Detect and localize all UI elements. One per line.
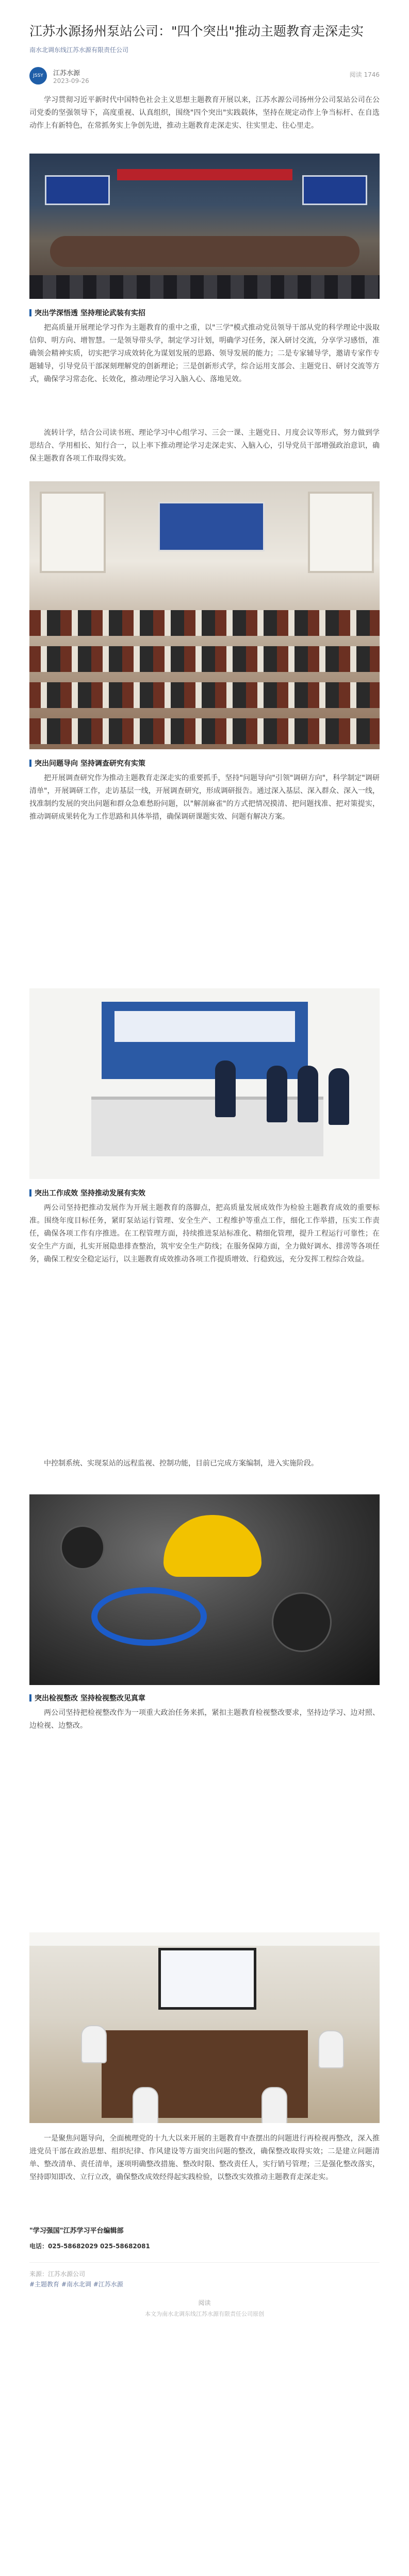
footer-phone: 电话：025-58682029 025-58682081 — [29, 2243, 150, 2250]
publish-date: 2023-09-26 — [53, 77, 89, 85]
heading-bar-icon — [29, 309, 31, 316]
section-heading-3: 突出工作成效 坚持推动发展有实效 — [29, 1187, 380, 1200]
divider — [29, 2262, 380, 2263]
photo-meeting-room — [29, 154, 380, 299]
read-label: 阅读 — [198, 2299, 211, 2306]
article-tagline[interactable]: 南水北调东线江苏水源有限责任公司 — [29, 46, 129, 54]
photo-banner-meeting — [29, 988, 380, 1179]
section-heading-4: 突出检视整改 坚持检视整改见真章 — [29, 1692, 380, 1705]
section-heading-1: 突出学深悟透 坚持理论武装有实招 — [29, 307, 380, 319]
intro-paragraph: 学习贯彻习近平新时代中国特色社会主义思想主题教育开展以来，江苏水源公司扬州分公司泵站公司在公司党委的坚强领导下，高度重视、认真组织，围绕"四个突出"实践载体，坚持在规定动作上争当标杆、在自选动作上有新特色，在常抓务实上争创先进，推动主题教育走深走实、往实里走、往心里走。 — [29, 96, 380, 130]
footer-source: 来源：江苏水源公司 — [29, 2270, 86, 2278]
section-heading-2: 突出问题导向 坚持调查研究有实策 — [29, 757, 380, 770]
pump-paragraph: 中控制系统、实现泵站的远程监视、控制功能，目前已完成方案编制，进入实施阶段。 — [44, 1459, 318, 1468]
avatar[interactable]: JSSY — [29, 67, 47, 85]
heading-bar-icon — [29, 760, 31, 767]
section-text-3: 两公司坚持把推动发展作为开展主题教育的落脚点，把高质量发展成效作为检验主题教育成效的重要标准。围绕年度目标任务，紧盯泵站运行管理、安全生产、工程维护等重点工作，细化工作举措，压实工作责任，确保各项工作有序推进。在工程管理方面，持续推进泵站标准化、精细化管理，提升工程运行可靠性；在安全生产方面，扎实开展隐患排查整治，筑牢安全生产防线；在服务保障方面，全力做好调水、排涝等各项任务，确保工程安全稳定运行，以主题教育成效推动各项工作提质增效、行稳致远，充分发挥工程综合效益。 — [29, 1204, 380, 1264]
heading-bar-icon — [29, 1189, 31, 1197]
photo-pump-station — [29, 1494, 380, 1685]
view-count: 阅读 1746 — [349, 71, 380, 78]
photo-office-meeting — [29, 1932, 380, 2123]
heading-bar-icon — [29, 1694, 31, 1702]
bottom-notice: 本文为南水北调东线江苏水源有限责任公司原创 — [145, 2311, 264, 2317]
footer-tags[interactable]: #主题教育 #南水北调 #江苏水源 — [29, 2281, 123, 2288]
closing-paragraph: 一是聚焦问题导向，全面梳理党的十九大以来开展的主题教育中查摆出的问题进行再检视再整改，深入推进党员干部在政治思想、组织纪律、作风建设等方面突出问题的整改，确保整改取得实效；二是建立问题清单、整改清单、责任清单，逐项明确整改措施、整改时限、整改责任人，实行销号管理；三是强化整改落实，坚持即知即改、立行立改，确保整改成效经得起实践检验，以整改实效推动主题教育走深走实。 — [29, 2134, 380, 2181]
section-text-1: 把高质量开展理论学习作为主题教育的重中之重，以"三学"模式推动党员领导干部从党的科学理论中汲取信仰、明方向、增智慧。一是领导带头学，制定学习计划，明确学习任务，深入研讨交流，分享学习感悟，准确领会精神实质，切实把学习成效转化为谋划发展的思路、领导发展的能力；二是专家辅导学，邀请专家作专题辅导，引导党员干部深刻理解党的创新理论；三是创新形式学，综合运用支部会、主题党日、研讨交流等方式，确保学习常态化、长效化，推动理论学习入脑入心、落地见效。 — [29, 324, 380, 383]
section-text-2: 把开展调查研究作为推动主题教育走深走实的重要抓手，坚持"问题导向"引领"调研方向"，科学制定"调研清单"，开展调研工作，走访基层一线，开展调查研究，形成调研报告。通过深入基层、深入群众、深入一线，找准制约发展的突出问题和群众急难愁盼问题，以"解剖麻雀"的方式把情况摸清、把问题找准、把对策提实，推动调研成果转化为工作思路和具体举措，确保调研课题实效、问题有解决方案。 — [29, 774, 380, 821]
account-name[interactable]: 江苏水源 — [53, 70, 80, 77]
article-title: 江苏水源扬州泵站公司："四个突出"推动主题教育走深走实 — [29, 24, 364, 39]
section-text-4: 两公司坚持把检视整改作为一项重大政治任务来抓，紧扣主题教育检视整改要求，坚持边学习、边对照、边检视、边整改。 — [29, 1709, 380, 1730]
footer-heading: "学习强国"江苏学习平台编辑部 — [29, 2227, 124, 2235]
photo-auditorium — [29, 481, 380, 749]
author-row — [29, 67, 380, 90]
mid-paragraph: 流转计学，结合公司读书班、理论学习中心组学习、三会一课、主题党日、月度会议等形式，努力做到学思结合、学用相长、知行合一，以上率下推动理论学习走深走实、入脑入心，引导党员干部增强政治意识，确保主题教育各项工作取得实效。 — [29, 429, 380, 463]
